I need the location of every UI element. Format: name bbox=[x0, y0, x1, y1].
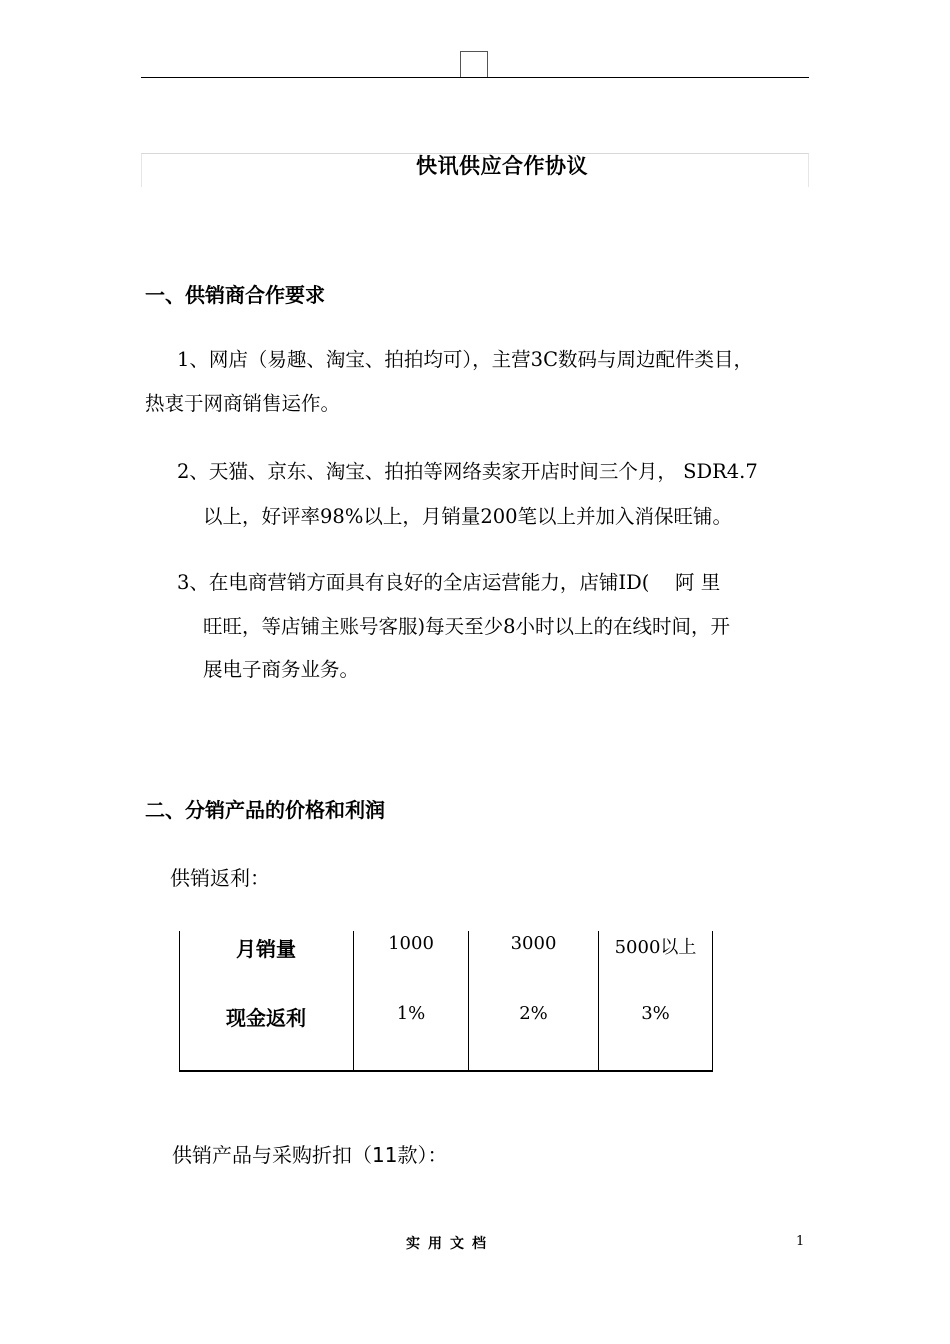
requirement-item-2-line-1: 2、天猫、京东、淘宝、拍拍等网络卖家开店时间三个月， SDR4.7 bbox=[177, 460, 758, 483]
rebate-table bbox=[179, 931, 713, 1071]
requirement-item-3-line-3: 展电子商务业务。 bbox=[203, 658, 360, 681]
requirement-item-1-line-2: 热衷于网商销售运作。 bbox=[145, 392, 341, 415]
table-row-1-cell-3: 5000以上 bbox=[614, 937, 697, 958]
table-row-2-header: 现金返利 bbox=[226, 1006, 306, 1030]
table-row-1-header: 月销量 bbox=[236, 937, 296, 961]
footer-text: 实用文档 bbox=[406, 1236, 494, 1252]
rebate-label: 供销返利： bbox=[170, 866, 270, 890]
table-row-2-cell-2: 2% bbox=[519, 1003, 548, 1024]
table-row-2-cell-3: 3% bbox=[641, 1003, 670, 1024]
table-row-1-cell-2: 3000 bbox=[510, 933, 557, 954]
requirement-item-1-line-1: 1、网店（易趣、淘宝、拍拍均可），主营3C数码与周边配件类目， bbox=[177, 348, 753, 371]
requirement-item-3-line-2: 旺旺，等店铺主账号客服)每天至少8小时以上的在线时间，开 bbox=[203, 615, 731, 638]
table-border-right bbox=[712, 931, 713, 1071]
header-rule bbox=[141, 77, 809, 78]
products-label: 供销产品与采购折扣（11款）： bbox=[172, 1143, 448, 1167]
page-number: 1 bbox=[796, 1234, 805, 1249]
section-2-heading: 二、分销产品的价格和利润 bbox=[145, 798, 385, 822]
table-border-bottom bbox=[179, 1070, 713, 1072]
requirement-item-3-line-1: 3、在电商营销方面具有良好的全店运营能力，店铺ID( 阿 里 bbox=[177, 571, 721, 594]
table-row-2-cell-1: 1% bbox=[396, 1003, 426, 1024]
header-tab-marker bbox=[460, 51, 488, 77]
requirement-item-2-line-2: 以上，好评率98%以上，月销量200笔以上并加入消保旺铺。 bbox=[203, 505, 733, 528]
table-row-1-cell-1: 1000 bbox=[388, 933, 434, 954]
document-title: 快讯供应合作协议 bbox=[416, 154, 588, 178]
section-1-heading: 一、供销商合作要求 bbox=[145, 283, 325, 307]
